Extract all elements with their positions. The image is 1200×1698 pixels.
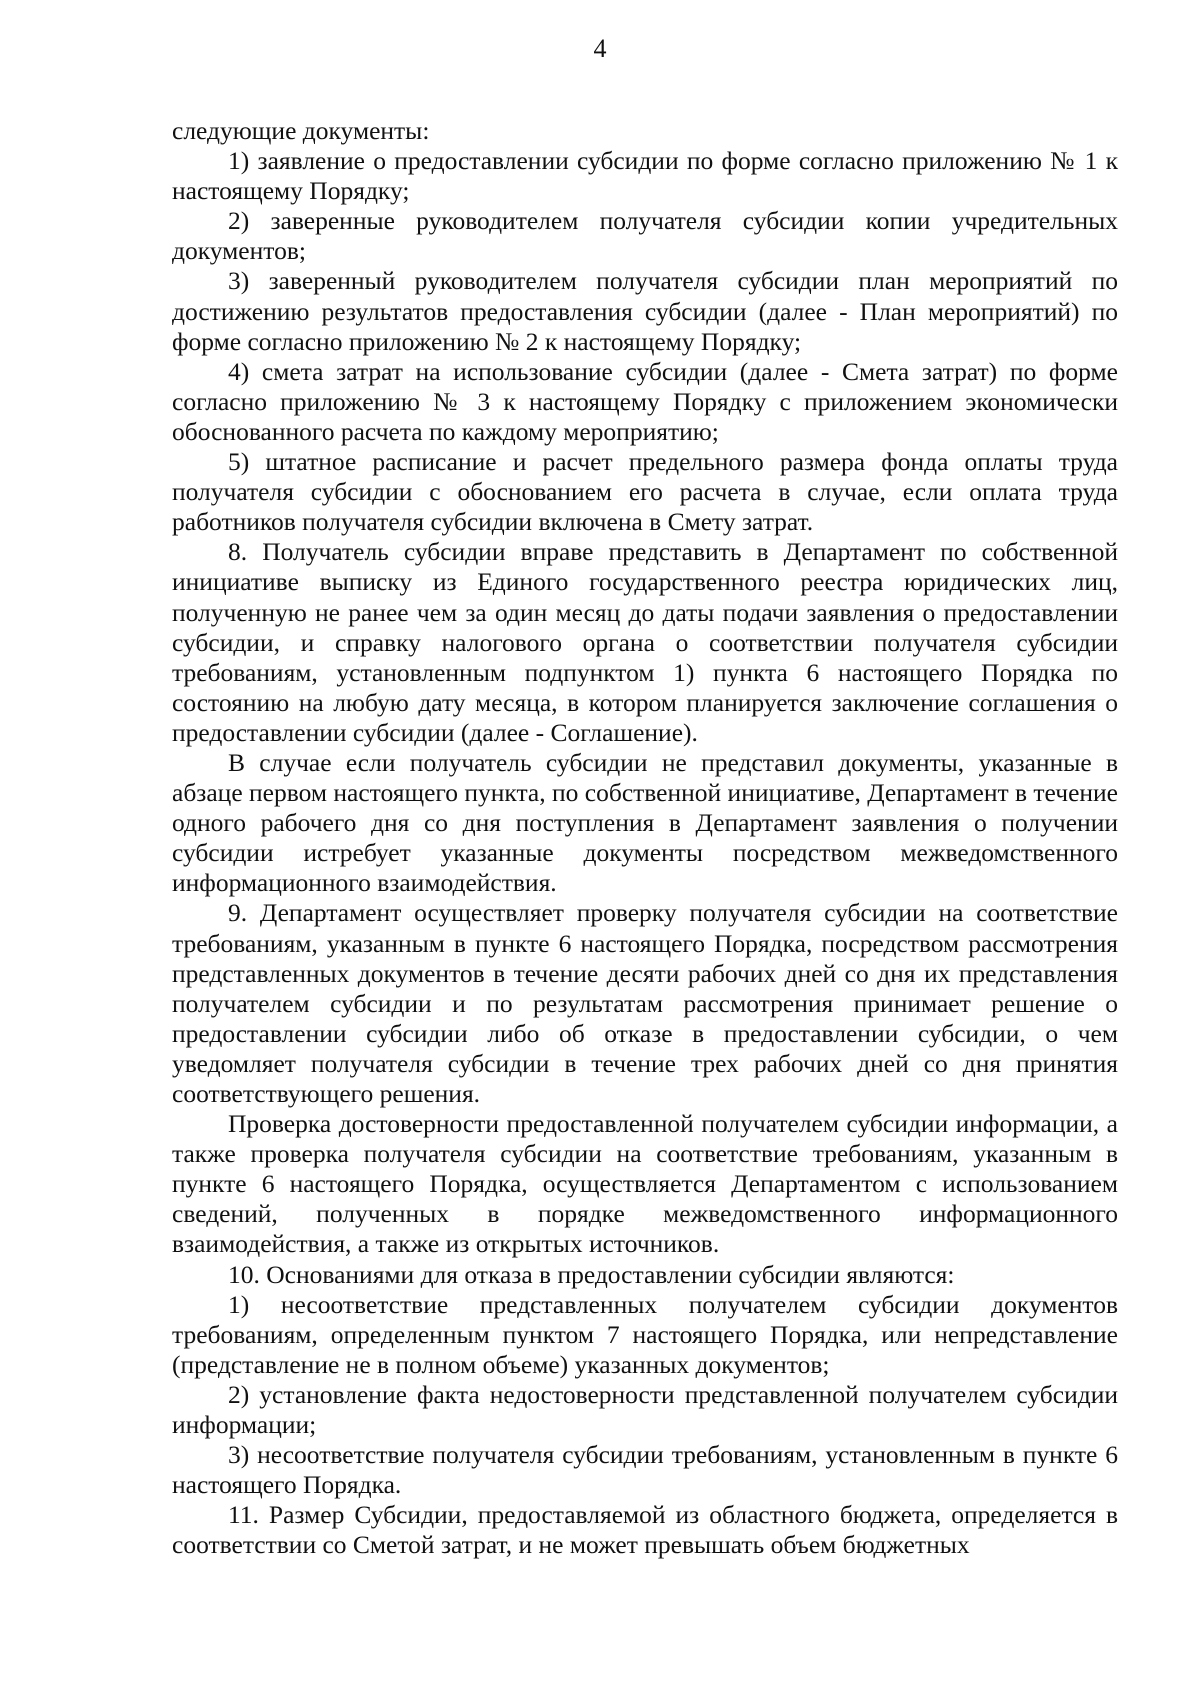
paragraph-item-4: 4) смета затрат на использование субсидии (далее - Смета затрат) по форме согласно приложению № 3 к настоящему Порядку с приложением экономически обоснованного расчета по каждому мероприятию; bbox=[172, 356, 1118, 446]
paragraph-section-10-item-3: 3) несоответствие получателя субсидии требованиям, установленным в пункте 6 настоящего Порядка. bbox=[172, 1440, 1118, 1500]
paragraph-continuation: следующие документы: bbox=[172, 116, 430, 145]
paragraph-section-9: 9. Департамент осуществляет проверку получателя субсидии на соответствие требованиям, указанным в пункте 6 настоящего Порядка, посредством рассмотрения представленных документов в течение десяти рабочих дней со дня их представления получателем субсидии и по результатам рассмотрения принимает решение о предоставлении субсидии либо об отказе в предоставлении субсидии, о чем уведомляет получателя субсидии в течение трех рабочих дней со дня принятия соответствующего решения. bbox=[172, 898, 1118, 1108]
document-body bbox=[172, 116, 1118, 1561]
paragraph-section-8-note: В случае если получатель субсидии не представил документы, указанные в абзаце первом настоящего пункта, по собственной инициативе, Департамент в течение одного рабочего дня со дня поступления в Департамент заявления о получении субсидии истребует указанные документы посредством межведомственного информационного взаимодействия. bbox=[172, 747, 1118, 898]
paragraph-section-10: 10. Основаниями для отказа в предоставлении субсидии являются: bbox=[228, 1259, 955, 1289]
paragraph-item-5: 5) штатное расписание и расчет предельного размера фонда оплаты труда получателя субсидии с обоснованием его расчета в случае, если оплата труда работников получателя субсидии включена в Смету затрат. bbox=[172, 447, 1118, 537]
paragraph-item-3: 3) заверенный руководителем получателя субсидии план мероприятий по достижению результатов предоставления субсидии (далее - План мероприятий) по форме согласно приложению № 2 к настоящему Порядку; bbox=[172, 266, 1118, 356]
paragraph-section-9-check: Проверка достоверности предоставленной получателем субсидии информации, а также проверка получателя субсидии на соответствие требованиям, указанным в пункте 6 настоящего Порядка, осуществляется Департаментом с использованием сведений, полученных в порядке межведомственного информационного взаимодействия, а также из открытых источников. bbox=[172, 1109, 1118, 1259]
paragraph-section-10-item-2: 2) установление факта недостоверности представленной получателем субсидии информации; bbox=[172, 1379, 1118, 1440]
paragraph-section-10-item-1: 1) несоответствие представленных получателем субсидии документов требованиям, определенным пунктом 7 настоящего Порядка, или непредставление (представление не в полном объеме) указанных документов; bbox=[172, 1289, 1118, 1379]
paragraph-section-8: 8. Получатель субсидии вправе представить в Департамент по собственной инициативе выписку из Единого государственного реестра юридических лиц, полученную не ранее чем за один месяц до даты подачи заявления о предоставлении субсидии, и справку налогового органа о соответствии получателя субсидии требованиям, установленным подпунктом 1) пункта 6 настоящего Порядка по состоянию на любую дату месяца, в котором планируется заключение соглашения о предоставлении субсидии (далее - Соглашение). bbox=[172, 537, 1118, 747]
paragraph-section-11: 11. Размер Субсидии, предоставляемой из областного бюджета, определяется в соответствии со Сметой затрат, и не может превышать объем бюджетных bbox=[172, 1500, 1118, 1560]
paragraph-item-1: 1) заявление о предоставлении субсидии по форме согласно приложению № 1 к настоящему Порядку; bbox=[172, 146, 1118, 206]
page-number: 4 bbox=[593, 34, 607, 63]
paragraph-item-2: 2) заверенные руководителем получателя субсидии копии учредительных документов; bbox=[172, 206, 1118, 266]
